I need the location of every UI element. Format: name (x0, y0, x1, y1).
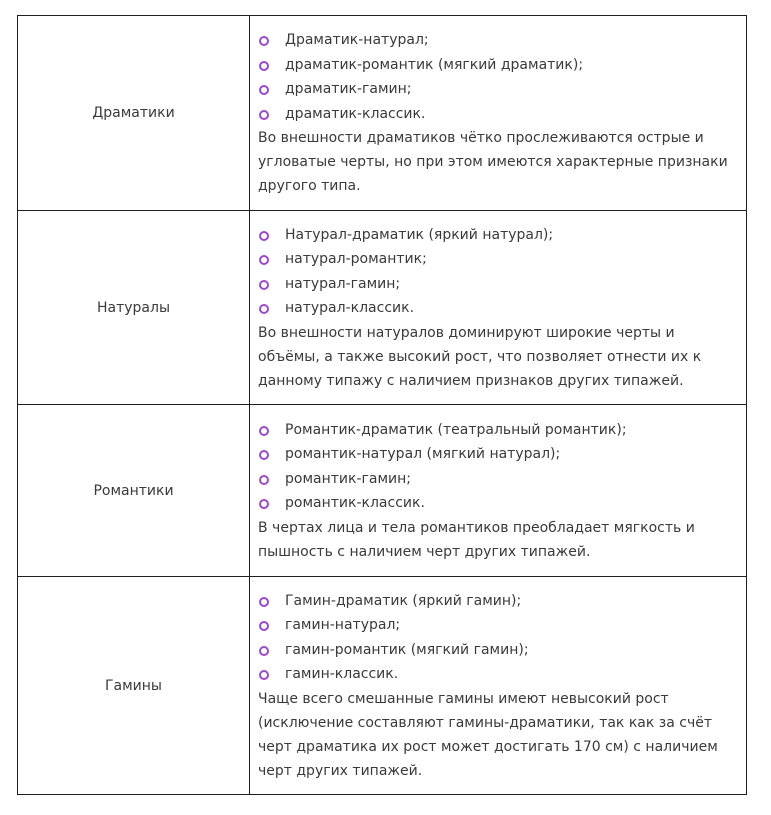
type-description: В чертах лица и тела романтиков преобладает мягкость и пышность с наличием черт других типажей. (258, 519, 695, 560)
typology-table (17, 15, 747, 795)
circle-bullet-icon (259, 61, 269, 71)
type-description: Чаще всего смешанные гамины имеют невысокий рост (исключение составляют гамины-драматики, так как за счёт черт драматика их рост может достигать 170 см) с наличием черт других типажей. (258, 690, 718, 779)
subtype-label: Драматик-натурал; (285, 32, 429, 48)
type-details-cell (250, 211, 747, 405)
table-row-gamines (18, 577, 747, 795)
subtype-item (258, 638, 736, 663)
subtype-item (258, 491, 736, 516)
subtype-item (258, 589, 736, 614)
subtype-item (258, 467, 736, 492)
subtype-label: драматик-классик. (285, 105, 426, 122)
subtype-item (258, 102, 736, 127)
circle-bullet-icon (259, 450, 269, 460)
subtype-item (258, 77, 736, 102)
subtype-item (258, 53, 736, 78)
subtype-item (258, 272, 736, 297)
subtype-label: романтик-натурал (мягкий натурал); (285, 446, 561, 462)
type-description: Во внешности драматиков чётко прослеживаются острые и угловатые черты, но при этом имеются характерные признаки другого типа. (258, 130, 728, 194)
subtype-label: драматик-романтик (мягкий драматик); (285, 56, 584, 73)
subtype-list (258, 418, 736, 516)
type-name-cell: Натуралы (18, 211, 250, 405)
subtype-item (258, 442, 736, 467)
subtype-label: Натурал-драматик (яркий натурал); (285, 226, 554, 243)
subtype-label: драматик-гамин; (285, 81, 412, 97)
type-name-cell: Романтики (18, 405, 250, 577)
circle-bullet-icon (259, 426, 269, 436)
circle-bullet-icon (259, 670, 269, 680)
subtype-label: гамин-классик. (285, 666, 399, 682)
table-row-naturals (18, 211, 747, 405)
type-details-cell (250, 16, 747, 211)
subtype-label: романтик-гамин; (285, 470, 411, 487)
subtype-label: натурал-классик. (285, 300, 415, 316)
type-description: Во внешности натуралов доминируют широкие черты и объёмы, а также высокий рост, что позволяет отнести их к данному типажу с наличием признаков других типажей. (258, 324, 702, 389)
type-details-cell (250, 405, 747, 577)
circle-bullet-icon (259, 499, 269, 509)
subtype-list (258, 589, 736, 687)
subtype-item (258, 613, 736, 638)
subtype-label: романтик-классик. (285, 495, 425, 511)
subtype-label: гамин-романтик (мягкий гамин); (285, 641, 529, 658)
subtype-item (258, 28, 736, 53)
circle-bullet-icon (259, 646, 269, 656)
circle-bullet-icon (259, 231, 269, 241)
subtype-label: натурал-романтик; (285, 251, 427, 267)
subtype-item (258, 662, 736, 687)
subtype-list (258, 28, 736, 126)
type-name-cell: Драматики (18, 16, 250, 211)
subtype-item (258, 296, 736, 321)
subtype-label: Романтик-драматик (театральный романтик); (285, 421, 627, 438)
circle-bullet-icon (259, 597, 269, 607)
circle-bullet-icon (259, 85, 269, 95)
subtype-item (258, 247, 736, 272)
circle-bullet-icon (259, 280, 269, 290)
subtype-label: натурал-гамин; (285, 275, 401, 292)
subtype-item (258, 418, 736, 443)
circle-bullet-icon (259, 475, 269, 485)
circle-bullet-icon (259, 255, 269, 265)
type-name-cell: Гамины (18, 577, 250, 795)
table-row-romantics (18, 405, 747, 577)
circle-bullet-icon (259, 304, 269, 314)
subtype-label: гамин-натурал; (285, 617, 401, 633)
circle-bullet-icon (259, 621, 269, 631)
circle-bullet-icon (259, 110, 269, 120)
table-row-dramatics (18, 16, 747, 211)
type-details-cell (250, 577, 747, 795)
circle-bullet-icon (259, 36, 269, 46)
subtype-label: Гамин-драматик (яркий гамин); (285, 592, 522, 609)
subtype-list (258, 223, 736, 321)
subtype-item (258, 223, 736, 248)
